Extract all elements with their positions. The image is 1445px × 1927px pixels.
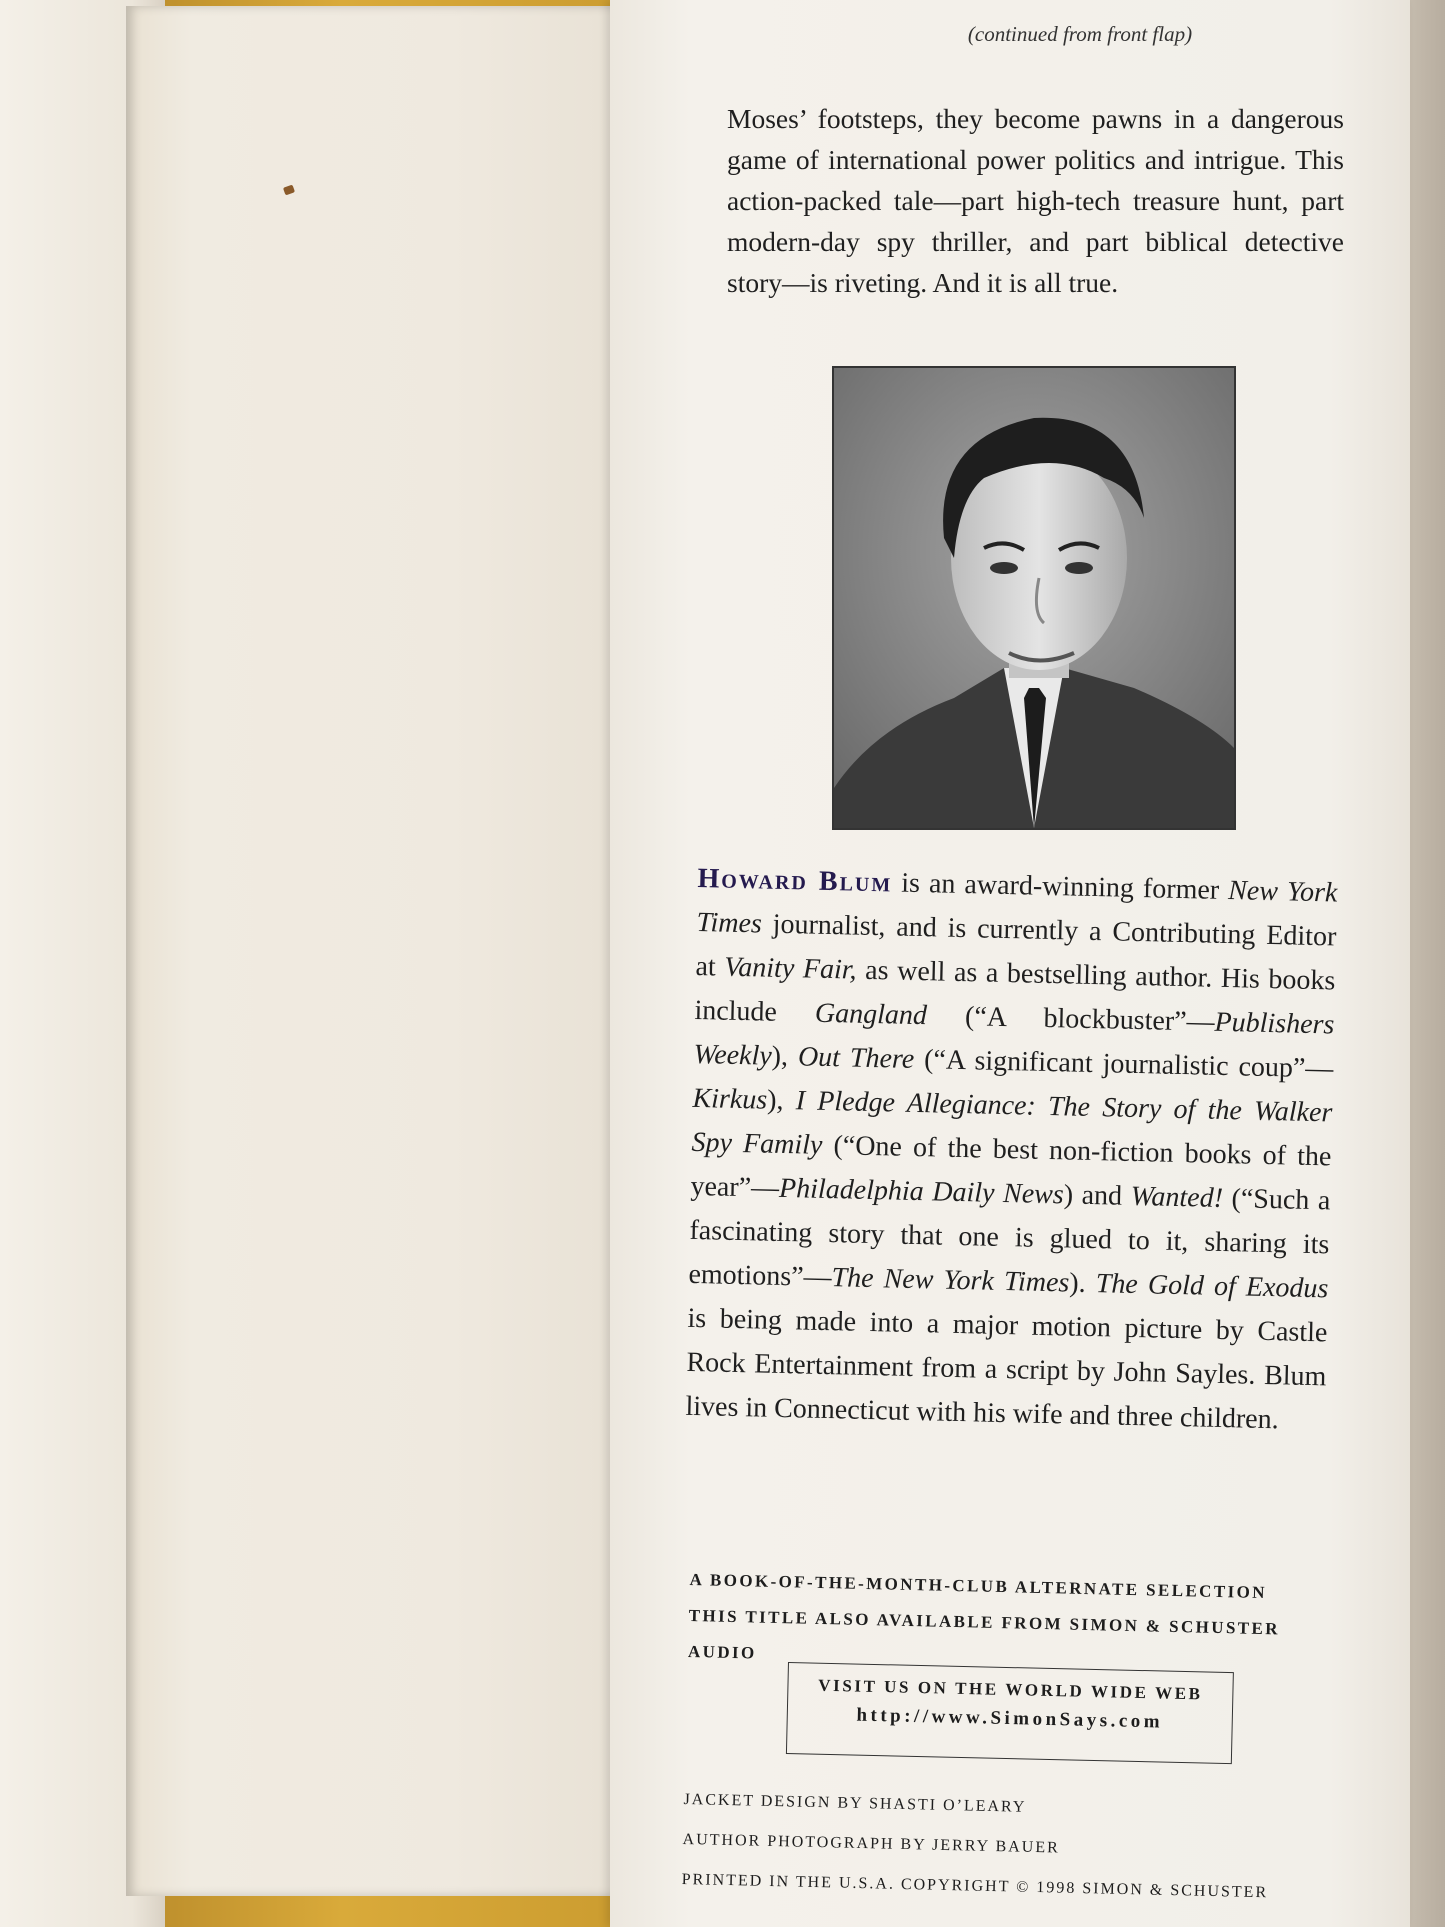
bio-italic: Gangland [814, 997, 928, 1032]
bio-text: ) and [1063, 1179, 1132, 1212]
endpaper [126, 6, 671, 1896]
bio-text: (“A blockbuster”— [926, 1000, 1215, 1038]
website-heading: VISIT US ON THE WORLD WIDE WEB [818, 1675, 1203, 1704]
author-bio [685, 857, 1338, 1443]
jacket-design-credit: JACKET DESIGN BY SHASTI O’LEARY [683, 1790, 1027, 1816]
bio-italic: Kirkus [692, 1082, 768, 1116]
bio-italic: Vanity Fair, [724, 951, 857, 986]
bio-text: (“A significant journalistic coup”— [913, 1043, 1334, 1085]
website-url: http://www.SimonSays.com [856, 1704, 1164, 1733]
bio-italic: Philadelphia Daily News [778, 1172, 1065, 1211]
credits [681, 1780, 1334, 1915]
bio-text: is being made into a major motion picture by Castle Rock Entertainment from a script by John Sayles. Blum lives in Connecticut with his wife and three children. [685, 1302, 1328, 1436]
back-jacket-flap [610, 0, 1410, 1927]
bio-text: as well as a bestselling author. His books include [694, 954, 1336, 1029]
photo-credit: AUTHOR PHOTOGRAPH BY JERRY BAUER [682, 1830, 1060, 1857]
bio-text: ), [771, 1040, 799, 1073]
copyright-line: PRINTED IN THE U.S.A. COPYRIGHT © 1998 SIMON & SCHUSTER [681, 1870, 1269, 1902]
bio-text: is an award-winning former [891, 867, 1229, 907]
bio-italic: Publishers Weekly [693, 1006, 1335, 1072]
bio-italic: Out There [797, 1041, 915, 1075]
bio-italic: I Pledge Allegiance: The Story of the Walker Spy Family [691, 1085, 1333, 1161]
audio-availability-line: THIS TITLE ALSO AVAILABLE FROM SIMON & SCHUSTER AUDIO [687, 1605, 1281, 1663]
bio-italic: Wanted! [1130, 1180, 1224, 1214]
bio-text: ). [1069, 1267, 1097, 1300]
bio-italic: The Gold of Exodus [1095, 1268, 1329, 1305]
website-box [786, 1662, 1234, 1764]
bio-text: journalist, and is currently a Contributing Editor at [695, 908, 1337, 983]
author-portrait-image [834, 368, 1234, 828]
author-photo [832, 366, 1236, 830]
club-selection-line: A BOOK-OF-THE-MONTH-CLUB ALTERNATE SELECTION [689, 1569, 1268, 1603]
bio-italic: The New York Times [831, 1262, 1070, 1299]
author-name: Howard Blum [697, 862, 893, 899]
bio-text: (“Such a fascinating story that one is glued to it, sharing its emotions”— [688, 1183, 1331, 1294]
bio-text: ), [766, 1084, 797, 1117]
bio-italic: New York Times [696, 875, 1338, 940]
bio-text: (“One of the best non-fiction books of the year”— [690, 1129, 1332, 1204]
synopsis-paragraph: Moses’ footsteps, they become pawns in a dangerous game of international power politics and intrigue. This action-packed tale—part high-tech treasure hunt, part modern-day spy thriller, and part biblical detective story—is riveting. And it is all true. [727, 103, 1344, 298]
continued-note: (continued from front flap) [967, 22, 1193, 46]
